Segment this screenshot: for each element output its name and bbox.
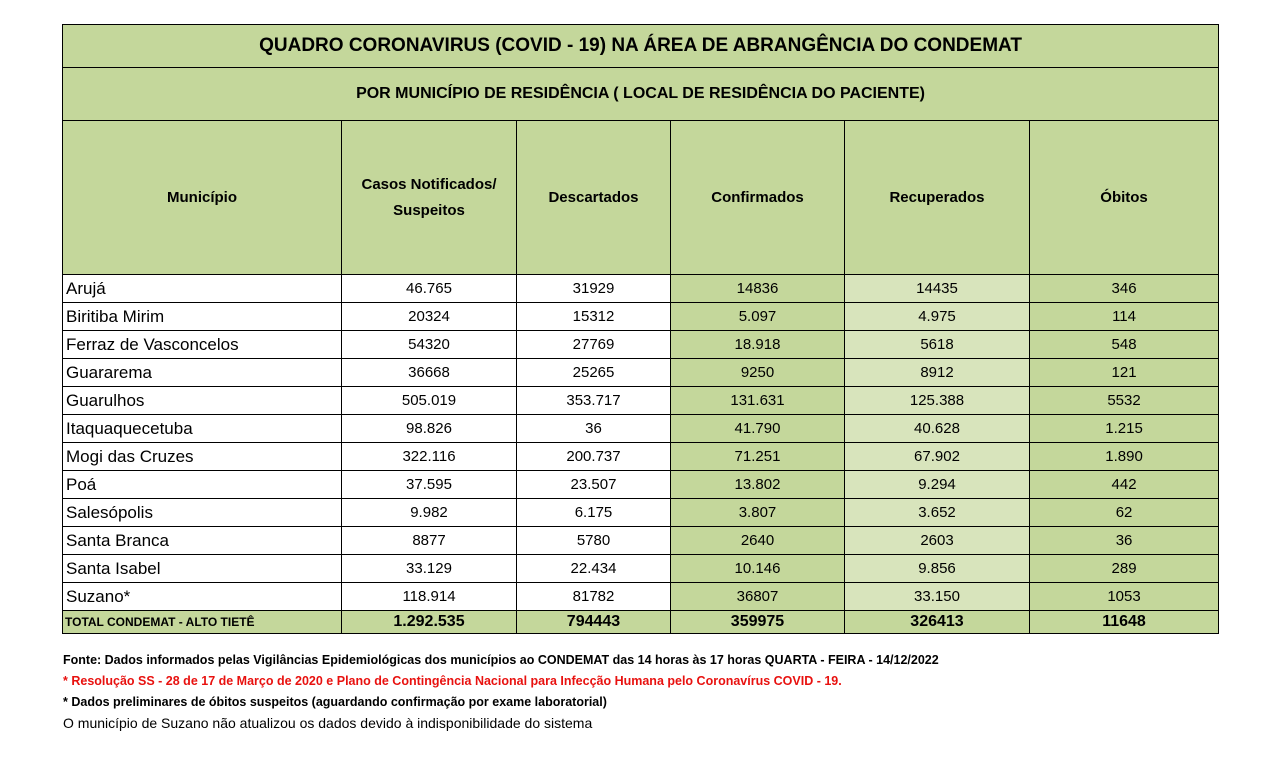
cell-obitos: 114 <box>1030 303 1219 331</box>
cell-recuperados: 9.294 <box>845 471 1030 499</box>
header-notificados <box>342 121 517 275</box>
table-row <box>63 331 1219 359</box>
header-notificados-line1: Casos Notificados/ <box>361 175 497 193</box>
covid-table-sheet <box>62 24 1218 634</box>
cell-descartados: 31929 <box>517 275 671 303</box>
cell-descartados: 22.434 <box>517 555 671 583</box>
cell-descartados: 15312 <box>517 303 671 331</box>
cell-notificados: 98.826 <box>342 415 517 443</box>
cell-notificados: 118.914 <box>342 583 517 611</box>
cell-recuperados: 8912 <box>845 359 1030 387</box>
cell-descartados: 23.507 <box>517 471 671 499</box>
table-title: QUADRO CORONAVIRUS (COVID - 19) NA ÁREA DE ABRANGÊNCIA DO CONDEMAT <box>63 25 1219 68</box>
table-row <box>63 555 1219 583</box>
cell-recuperados: 4.975 <box>845 303 1030 331</box>
cell-confirmados: 2640 <box>671 527 845 555</box>
cell-descartados: 6.175 <box>517 499 671 527</box>
total-row <box>63 611 1219 634</box>
covid-table <box>62 24 1219 634</box>
cell-recuperados: 40.628 <box>845 415 1030 443</box>
cell-descartados: 200.737 <box>517 443 671 471</box>
cell-obitos: 62 <box>1030 499 1219 527</box>
cell-obitos: 1.215 <box>1030 415 1219 443</box>
total-confirmados: 359975 <box>671 611 845 634</box>
cell-notificados: 46.765 <box>342 275 517 303</box>
cell-notificados: 36668 <box>342 359 517 387</box>
cell-descartados: 36 <box>517 415 671 443</box>
header-municipio: Município <box>63 121 342 275</box>
cell-municipio: Salesópolis <box>63 499 342 527</box>
header-row <box>63 121 1219 275</box>
cell-obitos: 36 <box>1030 527 1219 555</box>
cell-notificados: 33.129 <box>342 555 517 583</box>
cell-confirmados: 9250 <box>671 359 845 387</box>
cell-confirmados: 13.802 <box>671 471 845 499</box>
cell-municipio: Poá <box>63 471 342 499</box>
cell-municipio: Guararema <box>63 359 342 387</box>
table-row <box>63 415 1219 443</box>
header-notificados-line2: Suspeitos <box>393 201 465 219</box>
cell-recuperados: 2603 <box>845 527 1030 555</box>
cell-notificados: 20324 <box>342 303 517 331</box>
table-row <box>63 359 1219 387</box>
cell-descartados: 81782 <box>517 583 671 611</box>
header-recuperados: Recuperados <box>845 121 1030 275</box>
table-row <box>63 303 1219 331</box>
table-row <box>63 471 1219 499</box>
cell-notificados: 322.116 <box>342 443 517 471</box>
cell-municipio: Mogi das Cruzes <box>63 443 342 471</box>
cell-obitos: 548 <box>1030 331 1219 359</box>
subtitle-row <box>63 68 1219 121</box>
cell-descartados: 353.717 <box>517 387 671 415</box>
cell-confirmados: 18.918 <box>671 331 845 359</box>
cell-confirmados: 10.146 <box>671 555 845 583</box>
cell-recuperados: 33.150 <box>845 583 1030 611</box>
cell-obitos: 346 <box>1030 275 1219 303</box>
note-fonte: Fonte: Dados informados pelas Vigilâncias Epidemiológicas dos municípios ao CONDEMAT das 14 horas às 17 horas QUARTA - FEIRA - 14/12/2022 <box>63 653 939 667</box>
cell-confirmados: 14836 <box>671 275 845 303</box>
total-notificados: 1.292.535 <box>342 611 517 634</box>
cell-notificados: 8877 <box>342 527 517 555</box>
table-row <box>63 527 1219 555</box>
cell-recuperados: 9.856 <box>845 555 1030 583</box>
header-descartados: Descartados <box>517 121 671 275</box>
table-row <box>63 387 1219 415</box>
cell-notificados: 505.019 <box>342 387 517 415</box>
note-resolucao: * Resolução SS - 28 de 17 de Março de 2020 e Plano de Contingência Nacional para Infecção Humana pelo Coronavírus COVID - 19. <box>63 674 842 688</box>
title-row <box>63 25 1219 68</box>
cell-notificados: 37.595 <box>342 471 517 499</box>
cell-notificados: 9.982 <box>342 499 517 527</box>
cell-descartados: 5780 <box>517 527 671 555</box>
cell-recuperados: 14435 <box>845 275 1030 303</box>
cell-descartados: 27769 <box>517 331 671 359</box>
cell-obitos: 5532 <box>1030 387 1219 415</box>
cell-municipio: Suzano* <box>63 583 342 611</box>
cell-obitos: 121 <box>1030 359 1219 387</box>
cell-confirmados: 131.631 <box>671 387 845 415</box>
cell-municipio: Santa Branca <box>63 527 342 555</box>
cell-obitos: 1.890 <box>1030 443 1219 471</box>
cell-recuperados: 125.388 <box>845 387 1030 415</box>
cell-confirmados: 71.251 <box>671 443 845 471</box>
cell-recuperados: 3.652 <box>845 499 1030 527</box>
total-recuperados: 326413 <box>845 611 1030 634</box>
cell-confirmados: 41.790 <box>671 415 845 443</box>
cell-descartados: 25265 <box>517 359 671 387</box>
cell-municipio: Biritiba Mirim <box>63 303 342 331</box>
cell-municipio: Itaquaquecetuba <box>63 415 342 443</box>
cell-obitos: 289 <box>1030 555 1219 583</box>
header-obitos: Óbitos <box>1030 121 1219 275</box>
header-confirmados: Confirmados <box>671 121 845 275</box>
cell-municipio: Arujá <box>63 275 342 303</box>
cell-municipio: Guarulhos <box>63 387 342 415</box>
cell-obitos: 442 <box>1030 471 1219 499</box>
cell-notificados: 54320 <box>342 331 517 359</box>
note-preliminares: * Dados preliminares de óbitos suspeitos (aguardando confirmação por exame laboratorial) <box>63 695 607 709</box>
notes <box>63 650 1213 734</box>
table-subtitle: POR MUNICÍPIO DE RESIDÊNCIA ( LOCAL DE RESIDÊNCIA DO PACIENTE) <box>63 68 1219 121</box>
cell-recuperados: 5618 <box>845 331 1030 359</box>
cell-confirmados: 3.807 <box>671 499 845 527</box>
total-label: TOTAL CONDEMAT - ALTO TIETÊ <box>63 611 342 634</box>
cell-obitos: 1053 <box>1030 583 1219 611</box>
cell-municipio: Santa Isabel <box>63 555 342 583</box>
table-row <box>63 443 1219 471</box>
cell-recuperados: 67.902 <box>845 443 1030 471</box>
cell-municipio: Ferraz de Vasconcelos <box>63 331 342 359</box>
cell-confirmados: 5.097 <box>671 303 845 331</box>
table-row <box>63 499 1219 527</box>
cell-confirmados: 36807 <box>671 583 845 611</box>
note-suzano: O município de Suzano não atualizou os dados devido à indisponibilidade do sistema <box>63 715 593 731</box>
total-descartados: 794443 <box>517 611 671 634</box>
table-row <box>63 275 1219 303</box>
total-obitos: 11648 <box>1030 611 1219 634</box>
table-row <box>63 583 1219 611</box>
